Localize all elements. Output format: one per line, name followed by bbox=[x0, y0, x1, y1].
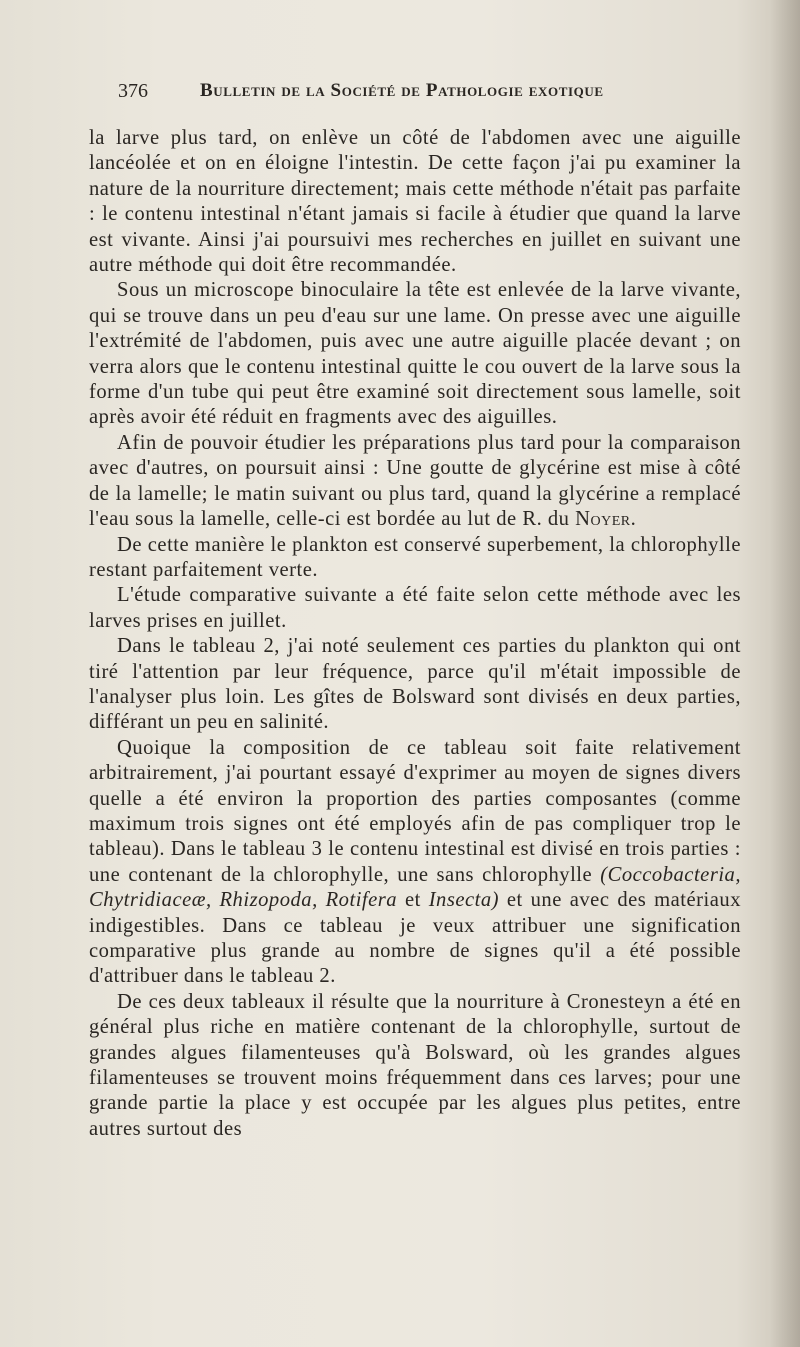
paragraph-6: Dans le tableau 2, j'ai noté seulement ces parties du plankton qui ont tiré l'attention par leur fréquence, parce qu'il m'était impossible de l'analyser plus loin. Les gîtes de Bolsward sont divisés en deux parties, différant un peu en salinité. bbox=[89, 635, 741, 734]
paragraph-3-end: . bbox=[630, 508, 637, 531]
author-name: Noyer bbox=[575, 508, 631, 531]
taxa-insecta: Insecta) bbox=[428, 889, 500, 912]
paragraph-7 bbox=[89, 736, 741, 990]
paragraph-4: De cette manière le plankton est conservé superbement, la chlorophylle restant parfaitement verte. bbox=[89, 533, 741, 581]
taxa-list: (Coccobacteria, Chytridiaceæ, Rhizopoda, Rotifera bbox=[89, 863, 741, 912]
page-edge-shadow bbox=[770, 0, 800, 1347]
paragraph-7-text: Quoique la composition de ce tableau soit faite relativement arbitrairement, j'ai pourtant essayé d'exprimer au moyen de signes divers quelle a été environ la proportion des parties composantes (comme maximum trois signes ont été employés afin de pas compliquer trop le tableau). Dans le tableau 3 le contenu intestinal est divisé en trois parties : une contenant de la chlorophylle, une sans chlorophylle bbox=[89, 736, 741, 886]
body-text bbox=[89, 126, 741, 1142]
paragraph-7-conj: et bbox=[397, 889, 429, 912]
page-header bbox=[118, 80, 658, 112]
paragraph-2: Sous un microscope binoculaire la tête est enlevée de la larve vivante, qui se trouve dans un peu d'eau sur une lame. On presse avec une aiguille l'extrémité de l'abdomen, puis avec une autre aiguille placée devant ; on verra alors que le contenu intestinal quitte le cou ouvert de la larve sous la forme d'un tube qui peut être examiné soit directement sous lamelle, soit après avoir été réduit en fragments avec des aiguilles. bbox=[89, 279, 741, 429]
paragraph-5: L'étude comparative suivante a été faite selon cette méthode avec les larves prises en juillet. bbox=[89, 584, 741, 632]
running-head: Bulletin de la Société de Pathologie exotique bbox=[200, 80, 604, 101]
paragraph-7-end: et une avec des matériaux indigestibles. Dans ce tableau je veux attribuer une signification comparative plus grande au nombre de signes qu'il a été possible d'attribuer dans le tableau 2. bbox=[89, 889, 741, 988]
page-number: 376 bbox=[118, 80, 148, 102]
paragraph-3-text: Afin de pouvoir étudier les préparations plus tard pour la comparaison avec d'autres, on poursuit ainsi : Une goutte de glycérine est mise à côté de la lamelle; le matin suivant ou plus tard, quand la glycérine a remplacé l'eau sous la lamelle, celle-ci est bordée au lut de R. du bbox=[89, 431, 741, 531]
paragraph-8: De ces deux tableaux il résulte que la nourriture à Cronesteyn a été en général plus riche en matière contenant de la chlorophylle, surtout de grandes algues filamenteuses qu'à Bolsward, où les grandes algues filamenteuses se trouvent moins fréquemment dans ces larves; pour une grande partie la place y est occupée par les algues plus petites, entre autres surtout des bbox=[89, 990, 741, 1140]
paragraph-1: la larve plus tard, on enlève un côté de l'abdomen avec une aiguille lancéolée et on en éloigne l'intestin. De cette façon j'ai pu examiner la nature de la nourriture directement; mais cette méthode n'était pas parfaite : le contenu intestinal n'étant jamais si facile à étudier que quand la larve est vivante. Ainsi j'ai poursuivi mes recherches en juillet en suivant une autre méthode qui doit être recommandée. bbox=[89, 127, 741, 277]
paragraph-3 bbox=[89, 431, 741, 533]
